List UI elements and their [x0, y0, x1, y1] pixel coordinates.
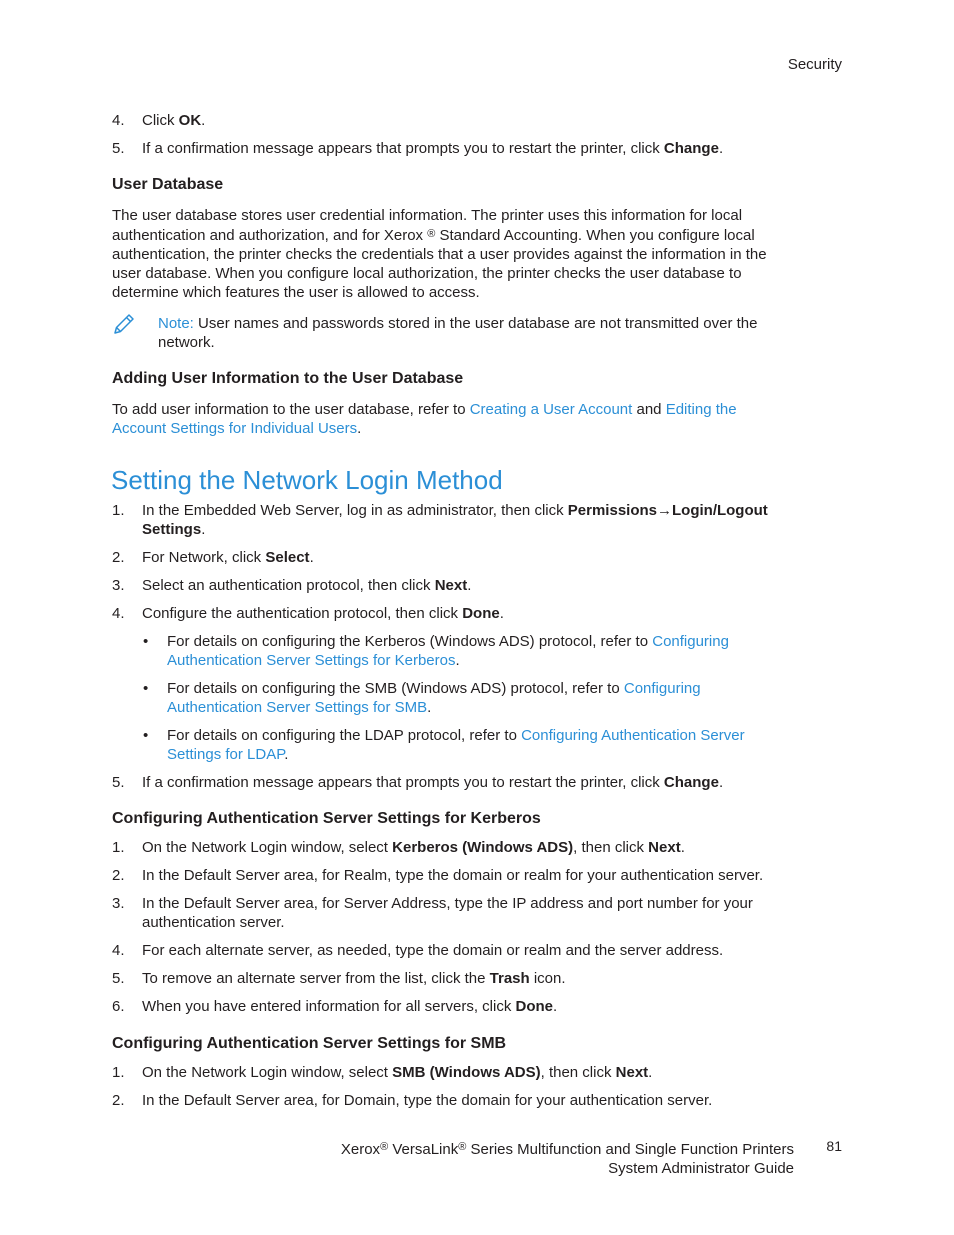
bullet-icon: •: [143, 727, 149, 744]
running-header: Security: [787, 56, 842, 73]
step-text: On the Network Login window, select SMB (Windows ADS), then click Next.: [142, 1064, 653, 1081]
step-number: 2.: [112, 867, 125, 884]
note-text: Note: User names and passwords stored in the user database are not transmitted over the network.: [158, 315, 758, 351]
step-text: In the Default Server area, for Server Address, type the IP address and port number for your authentication server.: [142, 895, 753, 931]
pencil-icon: [112, 312, 136, 336]
link-editing-account-settings-cont[interactable]: Account Settings for Individual Users: [112, 420, 358, 437]
step-text: Click OK.: [142, 112, 206, 129]
link-ldap-settings-cont[interactable]: Settings for LDAP: [167, 746, 285, 763]
step-number: 4.: [112, 942, 125, 959]
page-number: 81: [826, 1138, 842, 1154]
bullet-text: For details on configuring the SMB (Windows ADS) protocol, refer to Configuring Authentication Server Settings for SMB.: [167, 680, 701, 716]
step-number: 4.: [112, 605, 125, 622]
step-text: In the Default Server area, for Domain, type the domain for your authentication server.: [142, 1092, 713, 1109]
step-number: 3.: [112, 577, 125, 594]
step-number: 1.: [112, 839, 125, 856]
step-text: In the Embedded Web Server, log in as administrator, then click Permissions→Login/Logout Settings.: [142, 502, 768, 538]
user-database-paragraph: The user database stores user credential information. The printer uses this information for local authentication and authorization, and for Xerox ® Standard Accounting. When you configure local authentication, the printer checks the credentials that a user provides against the information in the user database. When you configure local authorization, the printer checks the user database to determine which features the user is allowed to access.: [112, 207, 767, 301]
bullet-icon: •: [143, 633, 149, 650]
step-number: 1.: [112, 502, 125, 519]
link-kerberos-settings[interactable]: Configuring: [652, 633, 729, 650]
step-number: 1.: [112, 1064, 125, 1081]
link-smb-settings[interactable]: Configuring: [623, 680, 701, 697]
link-creating-user-account[interactable]: Creating a User Account: [469, 401, 633, 418]
note-label: Note:: [158, 315, 194, 332]
step-number: 5.: [112, 970, 125, 987]
step-text: If a confirmation message appears that prompts you to restart the printer, click Change.: [142, 774, 724, 791]
step-text: Configure the authentication protocol, then click Done.: [142, 605, 504, 622]
step-number: 5.: [112, 774, 125, 791]
bullet-text: For details on configuring the Kerberos (Windows ADS) protocol, refer to Configuring Authentication Server Settings for Kerberos.: [167, 633, 729, 669]
smb-heading: Configuring Authentication Server Settings for SMB: [112, 1035, 507, 1052]
bullet-icon: •: [143, 680, 149, 697]
footer-title: Xerox® VersaLink® Series Multifunction and Single Function Printers System Administrator Guide: [340, 1141, 794, 1177]
step-text: For Network, click Select.: [142, 549, 314, 566]
step-number: 6.: [112, 998, 125, 1015]
link-kerberos-settings-cont[interactable]: Authentication Server Settings for Kerberos: [167, 652, 456, 669]
step-text: For each alternate server, as needed, type the domain or realm and the server address.: [142, 942, 724, 959]
link-ldap-settings[interactable]: Configuring Authentication Server: [521, 727, 745, 744]
step-text: If a confirmation message appears that prompts you to restart the printer, click Change.: [142, 140, 724, 157]
step-text: When you have entered information for all servers, click Done.: [142, 998, 558, 1015]
link-editing-account-settings[interactable]: Editing the: [665, 401, 737, 418]
step-number: 4.: [112, 112, 125, 129]
kerberos-heading: Configuring Authentication Server Settings for Kerberos: [112, 810, 541, 827]
adding-user-heading: Adding User Information to the User Database: [112, 370, 464, 387]
step-number: 5.: [112, 140, 125, 157]
bullet-text: For details on configuring the LDAP protocol, refer to Configuring Authentication Server Settings for LDAP.: [167, 727, 745, 763]
user-database-heading: User Database: [112, 176, 224, 193]
step-number: 2.: [112, 1092, 125, 1109]
step-number: 3.: [112, 895, 125, 912]
step-number: 2.: [112, 549, 125, 566]
step-text: On the Network Login window, select Kerberos (Windows ADS), then click Next.: [142, 839, 685, 856]
link-smb-settings-cont[interactable]: Authentication Server Settings for SMB: [167, 699, 428, 716]
adding-user-paragraph: To add user information to the user database, refer to Creating a User Account and Editing the Account Settings for Individual Users.: [112, 401, 737, 437]
step-text: Select an authentication protocol, then click Next.: [142, 577, 472, 594]
step-text: In the Default Server area, for Realm, type the domain or realm for your authentication server.: [142, 867, 764, 884]
step-text: To remove an alternate server from the list, click the Trash icon.: [142, 970, 566, 987]
section-title: Setting the Network Login Method: [111, 465, 503, 495]
